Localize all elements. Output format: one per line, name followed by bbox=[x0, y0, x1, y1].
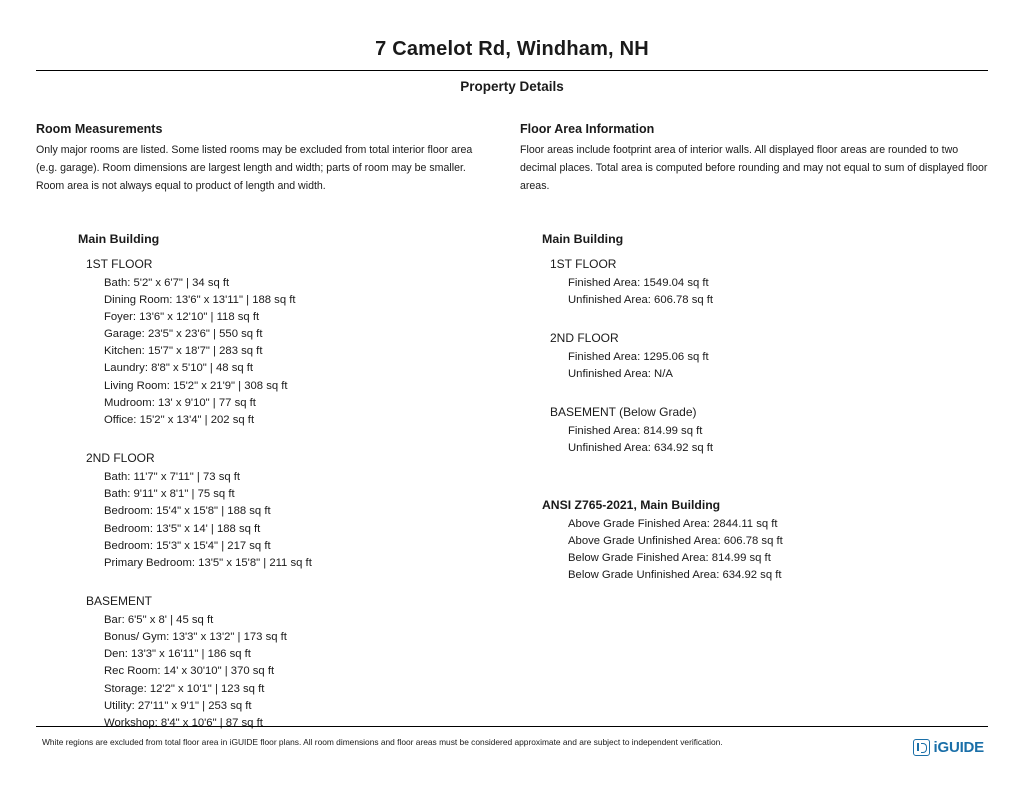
floor-area-heading: Floor Area Information bbox=[520, 122, 655, 136]
content-columns bbox=[36, 122, 988, 732]
list-item: Finished Area: 814.99 sq ft bbox=[568, 425, 703, 438]
right-building-label: Main Building bbox=[542, 231, 624, 246]
right-floor-areas-1 bbox=[568, 275, 988, 309]
list-item: Bath: 5'2" x 6'7" | 34 sq ft bbox=[104, 276, 230, 289]
right-floor-label-2: 2ND FLOOR bbox=[550, 330, 619, 345]
list-item: Below Grade Unfinished Area: 634.92 sq ft bbox=[568, 569, 782, 582]
footer-disclaimer: White regions are excluded from total floor area in iGUIDE floor plans. All room dimensions and floor areas must be considered approximate and are subject to independent verification. bbox=[42, 737, 723, 748]
list-item: Rec Room: 14' x 30'10" | 370 sq ft bbox=[104, 665, 275, 678]
list-item: Den: 13'3" x 16'11" | 186 sq ft bbox=[104, 648, 251, 661]
room-measurements-note: Only major rooms are listed. Some listed rooms may be excluded from total interior floor area (e.g. garage). Room dimensions are largest length and width; parts of room may be smaller. Room area is not always equal to product of length and width. bbox=[36, 144, 473, 193]
floor-area-note: Floor areas include footprint area of interior walls. All displayed floor areas are rounded to two decimal places. Total area is computed before rounding and may not equal to sum of displayed floor areas. bbox=[520, 144, 988, 193]
list-item: Primary Bedroom: 13'5" x 15'8" | 211 sq ft bbox=[104, 556, 312, 569]
list-item: Living Room: 15'2" x 21'9" | 308 sq ft bbox=[104, 379, 288, 392]
right-floor-label-3: BASEMENT (Below Grade) bbox=[550, 405, 697, 420]
list-item: Bath: 11'7" x 7'11" | 73 sq ft bbox=[104, 471, 241, 484]
list-item: Workshop: 8'4" x 10'6" | 87 sq ft bbox=[104, 716, 263, 729]
iguide-logo-text: iGUIDE bbox=[933, 739, 984, 756]
list-item: Mudroom: 13' x 9'10" | 77 sq ft bbox=[104, 396, 256, 409]
list-item: Below Grade Finished Area: 814.99 sq ft bbox=[568, 551, 771, 564]
list-item: Storage: 12'2" x 10'1" | 123 sq ft bbox=[104, 682, 265, 695]
list-item: Office: 15'2" x 13'4" | 202 sq ft bbox=[104, 413, 255, 426]
left-floor-label-1: 1ST FLOOR bbox=[86, 256, 153, 271]
list-item: Bath: 9'11" x 8'1" | 75 sq ft bbox=[104, 488, 235, 501]
right-floor-label-1: 1ST FLOOR bbox=[550, 256, 617, 271]
list-item: Utility: 27'11" x 9'1" | 253 sq ft bbox=[104, 699, 252, 712]
list-item: Bedroom: 15'3" x 15'4" | 217 sq ft bbox=[104, 539, 271, 552]
list-item: Above Grade Unfinished Area: 606.78 sq ft bbox=[568, 534, 783, 547]
list-item: Dining Room: 13'6" x 13'11" | 188 sq ft bbox=[104, 293, 296, 306]
list-item: Garage: 23'5" x 23'6" | 550 sq ft bbox=[104, 328, 263, 341]
list-item: Kitchen: 15'7" x 18'7" | 283 sq ft bbox=[104, 345, 263, 358]
ansi-standard-heading: ANSI Z765-2021, Main Building bbox=[542, 497, 721, 512]
list-item: Finished Area: 1295.06 sq ft bbox=[568, 350, 709, 363]
list-item: Bonus/ Gym: 13'3" x 13'2" | 173 sq ft bbox=[104, 631, 287, 644]
left-floor-rooms-3 bbox=[104, 612, 490, 732]
left-floor-rooms-2 bbox=[104, 469, 490, 572]
list-item: Laundry: 8'8" x 5'10" | 48 sq ft bbox=[104, 362, 254, 375]
title-divider bbox=[36, 70, 988, 71]
list-item: Foyer: 13'6" x 12'10" | 118 sq ft bbox=[104, 310, 260, 323]
left-building-label: Main Building bbox=[78, 231, 160, 246]
list-item: Unfinished Area: 606.78 sq ft bbox=[568, 293, 714, 306]
list-item: Bar: 6'5" x 8' | 45 sq ft bbox=[104, 614, 214, 626]
right-floor-areas-3 bbox=[568, 423, 988, 457]
footer-divider bbox=[36, 726, 988, 727]
list-item: Above Grade Finished Area: 2844.11 sq ft bbox=[568, 517, 778, 530]
list-item: Unfinished Area: 634.92 sq ft bbox=[568, 442, 714, 455]
page-subtitle: Property Details bbox=[460, 79, 564, 94]
right-floor-areas-2 bbox=[568, 349, 988, 383]
ansi-standard-items bbox=[568, 516, 988, 585]
list-item: Unfinished Area: N/A bbox=[568, 368, 673, 381]
room-measurements-heading: Room Measurements bbox=[36, 122, 163, 136]
room-measurements-column bbox=[36, 122, 512, 732]
list-item: Bedroom: 15'4" x 15'8" | 188 sq ft bbox=[104, 505, 271, 518]
iguide-mark-icon bbox=[913, 739, 930, 756]
page-title: 7 Camelot Rd, Windham, NH bbox=[375, 38, 649, 60]
left-floor-label-3: BASEMENT bbox=[86, 594, 153, 608]
list-item: Finished Area: 1549.04 sq ft bbox=[568, 276, 709, 289]
left-floor-rooms-1 bbox=[104, 275, 490, 429]
floor-area-column bbox=[512, 122, 988, 732]
left-floor-label-2: 2ND FLOOR bbox=[86, 451, 155, 466]
list-item: Bedroom: 13'5" x 14' | 188 sq ft bbox=[104, 522, 261, 535]
iguide-logo bbox=[913, 739, 984, 756]
